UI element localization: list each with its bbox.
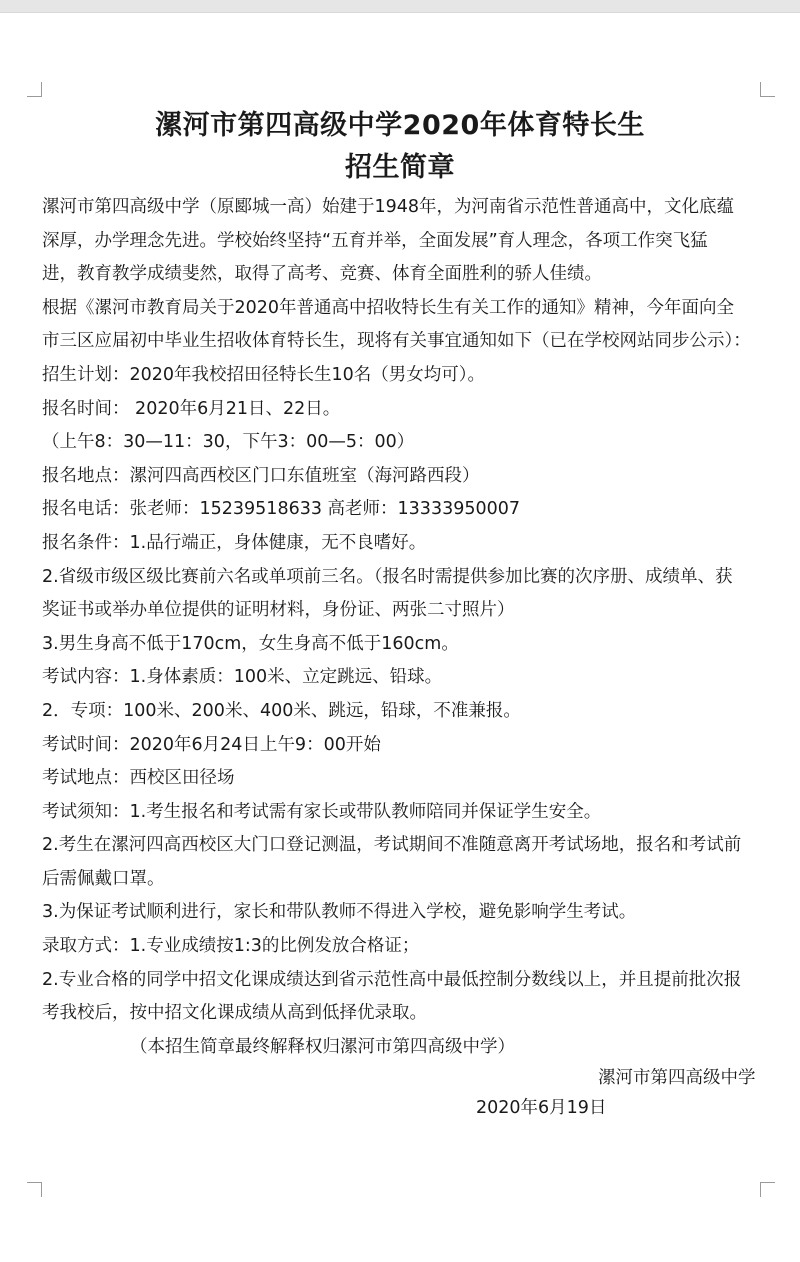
text-line: 进，教育教学成绩斐然，取得了高考、竞赛、体育全面胜利的骄人佳绩。	[42, 264, 602, 285]
text-line: 市三区应届初中毕业生招收体育特长生，现将有关事宜通知如下（已在学校网站同步公示）：	[42, 331, 751, 352]
text-line: 录取方式：1.专业成绩按1:3的比例发放合格证；	[42, 936, 420, 957]
text-line: （本招生简章最终解释权归漯河市第四高级中学）	[130, 1036, 515, 1057]
margin-corner-mark	[760, 1182, 775, 1197]
text-line: 3.为保证考试顺利进行，家长和带队教师不得进入学校，避免影响学生考试。	[42, 902, 637, 923]
document-date: 2020年6月19日	[476, 1098, 607, 1118]
text-line: 考试时间：2020年6月24日上午9：00开始	[42, 734, 381, 755]
text-line: 2．专项：100米、200米、400米、跳远，铅球，不准兼报。	[42, 700, 521, 721]
margin-corner-mark	[760, 82, 775, 97]
text-line: 报名时间： 2020年6月21日、22日。	[42, 398, 341, 419]
viewer-top-bar	[0, 0, 800, 13]
text-line: 考试须知：1.考生报名和考试需有家长或带队教师陪同并保证学生安全。	[42, 801, 602, 822]
document-title: 漯河市第四高级中学2020年体育特长生	[155, 110, 645, 141]
text-line: 报名条件：1.品行端正，身体健康，无不良嗜好。	[42, 532, 427, 553]
text-line: 2.省级市级区级比赛前六名或单项前三名。（报名时需提供参加比赛的次序册、成绩单、获	[42, 566, 733, 587]
text-line: 深厚，办学理念先进。学校始终坚持“五育并举，全面发展”育人理念，各项工作突飞猛	[42, 230, 708, 251]
signature: 漯河市第四高级中学	[598, 1068, 756, 1088]
text-line: 2.专业合格的同学中招文化课成绩达到省示范性高中最低控制分数线以上，并且提前批次报	[42, 969, 742, 990]
margin-corner-mark	[27, 1182, 42, 1197]
text-line: 奖证书或举办单位提供的证明材料，身份证、两张二寸照片）	[42, 600, 515, 621]
text-line: 3.男生身高不低于170cm，女生身高不低于160cm。	[42, 633, 459, 654]
text-line: 考试地点：西校区田径场	[42, 768, 235, 789]
text-line: 2.考生在漯河四高西校区大门口登记测温，考试期间不准随意离开考试场地，报名和考试前	[42, 835, 742, 856]
text-line: 考我校后，按中招文化课成绩从高到低择优录取。	[42, 1003, 427, 1024]
text-line: （上午8：30—11：30，下午3：00—5：00）	[42, 432, 415, 453]
margin-corner-mark	[27, 82, 42, 97]
text-line: 报名地点：漯河四高西校区门口东值班室（海河路西段）	[42, 465, 480, 486]
text-line: 报名电话：张老师：15239518633 高老师：13333950007	[42, 499, 521, 520]
text-line: 漯河市第四高级中学（原郾城一高）始建于1948年，为河南省示范性普通高中，文化底蕴	[42, 197, 735, 217]
document-body	[42, 191, 782, 1064]
text-line: 后需佩戴口罩。	[42, 868, 165, 889]
text-line: 根据《漯河市教育局关于2020年普通高中招收特长生有关工作的通知》精神，今年面向全	[42, 297, 735, 318]
text-line: 招生计划：2020年我校招田径特长生10名（男女均可）。	[42, 364, 486, 385]
text-line: 考试内容：1.身体素质：100米、立定跳远、铅球。	[42, 667, 443, 688]
document-subtitle: 招生简章	[345, 152, 455, 183]
